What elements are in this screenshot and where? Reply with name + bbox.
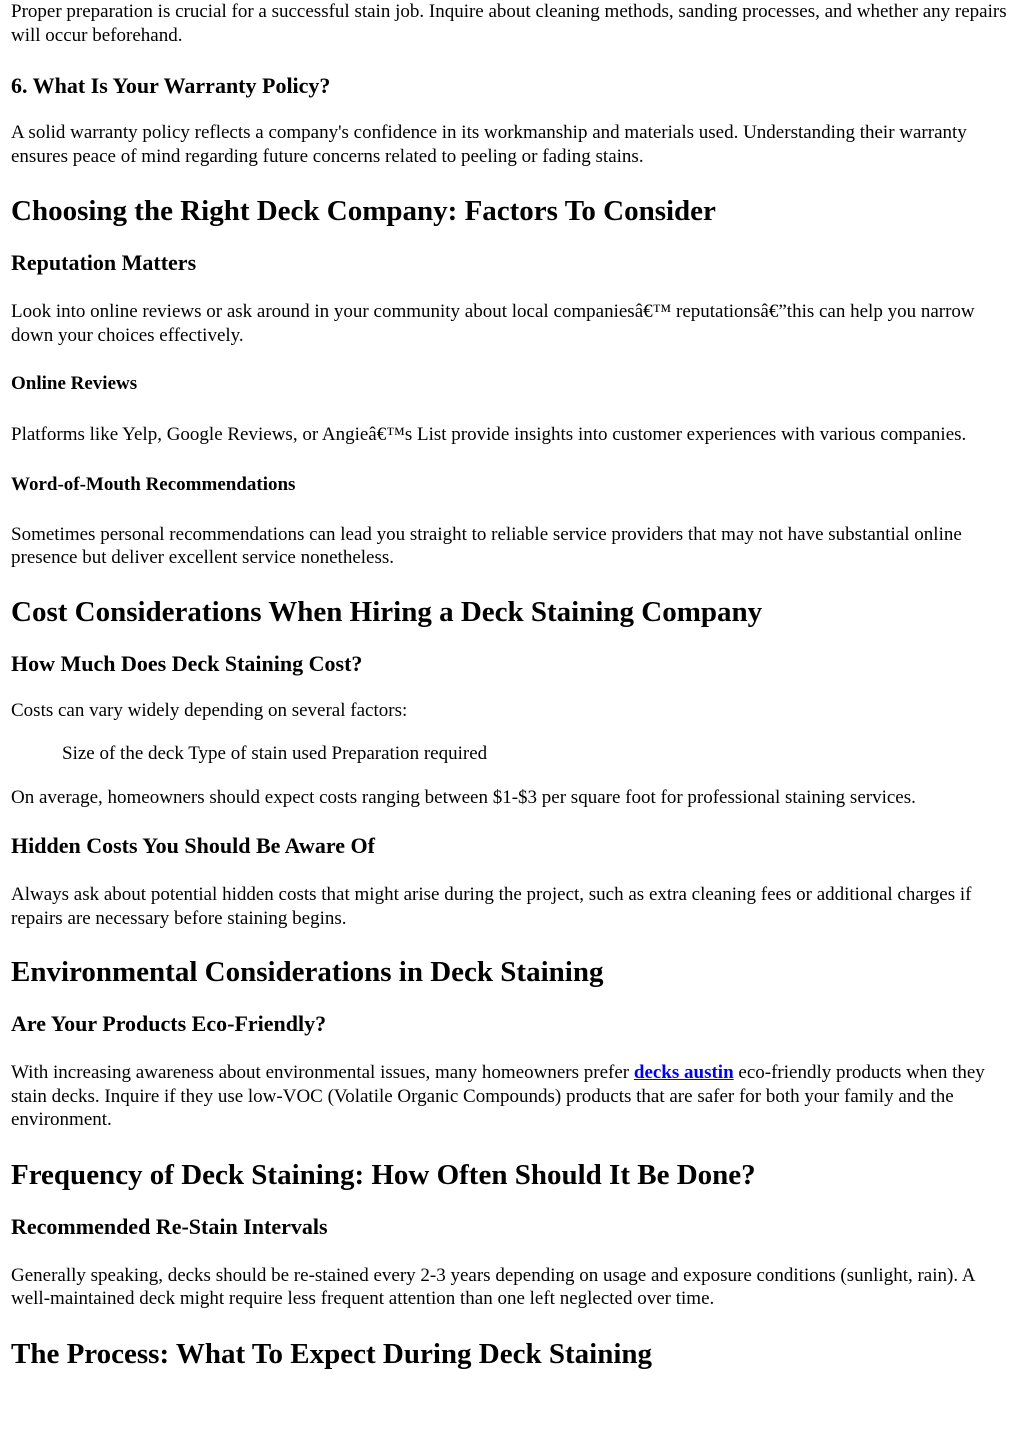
eco-friendly-paragraph: [11, 1061, 1013, 1132]
environmental-heading: Environmental Considerations in Deck Staining: [11, 956, 604, 988]
article-body: [11, 0, 1013, 1371]
costs-vary-paragraph: Costs can vary widely depending on several factors:: [11, 699, 408, 721]
intro-paragraph: Proper preparation is crucial for a successful stain job. Inquire about cleaning methods, sanding processes, and whether any repairs will occur beforehand.: [11, 1, 1007, 46]
cost-considerations-heading: Cost Considerations When Hiring a Deck Staining Company: [11, 595, 763, 628]
frequency-heading: Frequency of Deck Staining: How Often Should It Be Done?: [11, 1158, 756, 1191]
hidden-costs-paragraph: Always ask about potential hidden costs that might arise during the project, such as extra cleaning fees or additional charges if repairs are necessary before staining begins.: [11, 884, 972, 929]
eco-text-before: With increasing awareness about environmental issues, many homeowners prefer: [11, 1062, 634, 1083]
decks-austin-link[interactable]: decks austin: [633, 1062, 734, 1083]
reputation-heading: Reputation Matters: [11, 250, 197, 275]
process-heading: The Process: What To Expect During Deck Staining: [11, 1337, 653, 1370]
cost-factors-list: Size of the deck Type of stain used Preparation required: [62, 743, 488, 764]
online-reviews-heading: Online Reviews: [11, 373, 138, 394]
word-of-mouth-heading: Word-of-Mouth Recommendations: [11, 473, 296, 495]
staining-cost-heading: How Much Does Deck Staining Cost?: [11, 650, 363, 676]
restain-intervals-heading: Recommended Re-Stain Intervals: [11, 1213, 328, 1239]
hidden-costs-heading: Hidden Costs You Should Be Aware Of: [11, 833, 375, 858]
eco-text-after: eco-friendly products when they stain decks. Inquire if they use low-VOC (Volatile Organic Compounds) products that are safer for both your family and the environment.: [11, 1062, 985, 1130]
reputation-paragraph: Look into online reviews or ask around in your community about local companiesâ€™ reputationsâ€”this can help you narrow down your choices effectively.: [11, 301, 975, 346]
word-of-mouth-paragraph: Sometimes personal recommendations can lead you straight to reliable service providers that may not have substantial online presence but deliver excellent service nonetheless.: [11, 523, 962, 568]
warranty-paragraph: A solid warranty policy reflects a company's confidence in its workmanship and materials used. Understanding their warranty ensures peace of mind regarding future concerns related to peeling or fading stains.: [11, 122, 967, 167]
online-reviews-paragraph: Platforms like Yelp, Google Reviews, or Angieâ€™s List provide insights into customer experiences with various companies.: [11, 424, 967, 445]
restain-intervals-paragraph: Generally speaking, decks should be re-stained every 2-3 years depending on usage and exposure conditions (sunlight, rain). A well-maintained deck might require less frequent attention than one left neglected over time.: [11, 1264, 975, 1309]
eco-friendly-heading: Are Your Products Eco-Friendly?: [11, 1011, 327, 1036]
choosing-company-heading: Choosing the Right Deck Company: Factors To Consider: [11, 195, 716, 227]
average-cost-paragraph: On average, homeowners should expect costs ranging between $1-$3 per square foot for professional staining services.: [11, 786, 916, 808]
warranty-heading: 6. What Is Your Warranty Policy?: [11, 73, 331, 98]
